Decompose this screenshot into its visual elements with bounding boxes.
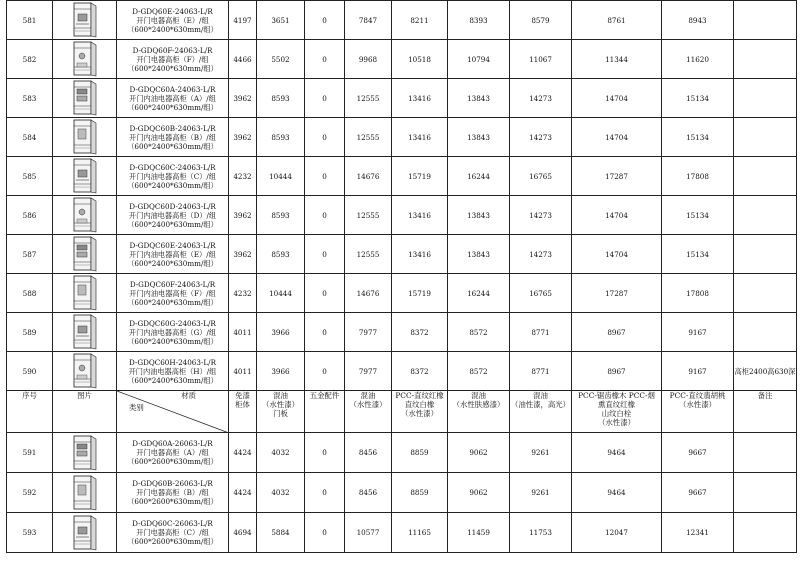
price-cell: 11459 — [448, 513, 510, 553]
price-cell: 17287 — [572, 274, 662, 313]
header-material: 材质 — [181, 391, 196, 400]
price-cell: 11753 — [510, 513, 572, 553]
price-cell: 4424 — [229, 433, 257, 473]
row-number: 585 — [7, 157, 53, 196]
price-cell: 8593 — [257, 235, 305, 274]
cabinet-image — [53, 313, 117, 352]
product-size: （600*2400*630mm/组） — [127, 297, 218, 307]
cabinet-image — [53, 40, 117, 79]
product-code: D-GDQ60B-26063-L/R — [132, 479, 213, 488]
header-col: 混油 （水性漆） — [345, 391, 392, 433]
price-cell: 9464 — [572, 473, 662, 513]
product-name — [117, 235, 229, 274]
price-cell: 0 — [305, 235, 345, 274]
row-number: 583 — [7, 79, 53, 118]
row-number: 590 — [7, 352, 53, 391]
product-desc: 开门内油电器高柜（A）/组 — [129, 93, 216, 103]
price-cell: 8372 — [392, 313, 448, 352]
price-cell: 5884 — [257, 513, 305, 553]
remark-cell — [734, 274, 797, 313]
product-size: （600*2600*630mm/组） — [127, 457, 218, 466]
product-size: （600*2600*630mm/组） — [127, 497, 218, 506]
product-desc: 开门内油电器高柜（C）/组 — [129, 171, 216, 181]
table-row — [7, 352, 797, 391]
header-col: 混油 （油性漆，高光） — [510, 391, 572, 433]
product-code: D-GDQC60C-24063-L/R — [129, 162, 216, 172]
product-desc: 开门电器高柜（C）/组 — [136, 528, 209, 537]
cabinet-image — [53, 118, 117, 157]
header-col: 备注 — [734, 391, 797, 433]
price-cell: 8967 — [572, 313, 662, 352]
price-cell: 16244 — [448, 157, 510, 196]
table-row — [7, 235, 797, 274]
price-cell: 15719 — [392, 274, 448, 313]
remark-cell: 高柜2400高630深 — [734, 352, 797, 391]
price-cell: 10577 — [345, 513, 392, 553]
cabinet-image — [53, 352, 117, 391]
price-cell: 14704 — [572, 235, 662, 274]
price-cell: 8593 — [257, 118, 305, 157]
price-cell: 8771 — [510, 313, 572, 352]
table-row — [7, 513, 797, 553]
table-row — [7, 157, 797, 196]
price-cell: 0 — [305, 1, 345, 40]
price-cell: 0 — [305, 473, 345, 513]
remark-cell — [734, 157, 797, 196]
price-cell: 15134 — [662, 235, 734, 274]
row-number: 593 — [7, 513, 53, 553]
price-cell: 14273 — [510, 118, 572, 157]
price-cell: 0 — [305, 157, 345, 196]
price-table — [6, 0, 797, 553]
remark-cell — [734, 313, 797, 352]
product-desc: 开门内油电器高柜（H）/组 — [128, 366, 217, 376]
product-size: （600*2400*630mm/组） — [127, 180, 218, 190]
row-number: 588 — [7, 274, 53, 313]
price-cell: 0 — [305, 40, 345, 79]
remark-cell — [734, 40, 797, 79]
header-material-category — [117, 391, 229, 433]
price-cell: 8572 — [448, 352, 510, 391]
product-name — [117, 352, 229, 391]
price-cell: 4424 — [229, 473, 257, 513]
header-col: PCC-锯齿橡木 PCC-烟 熏直纹红橡 山纹白栓 （水性漆） — [572, 391, 662, 433]
product-code: D-GDQ60C-26063-L/R — [132, 519, 213, 528]
product-name — [117, 40, 229, 79]
row-number: 584 — [7, 118, 53, 157]
price-cell: 4232 — [229, 157, 257, 196]
price-cell: 11067 — [510, 40, 572, 79]
price-cell: 9167 — [662, 313, 734, 352]
price-cell: 14704 — [572, 118, 662, 157]
header-col: 混油 （水性漆） 门板 — [257, 391, 305, 433]
price-cell: 7977 — [345, 352, 392, 391]
price-cell: 15134 — [662, 196, 734, 235]
cabinet-image — [53, 157, 117, 196]
price-cell: 8859 — [392, 473, 448, 513]
price-cell: 3962 — [229, 79, 257, 118]
price-cell: 8579 — [510, 1, 572, 40]
price-cell: 8859 — [392, 433, 448, 473]
price-cell: 12555 — [345, 79, 392, 118]
remark-cell — [734, 79, 797, 118]
price-cell: 14273 — [510, 79, 572, 118]
price-cell: 17287 — [572, 157, 662, 196]
product-code: D-GDQC60B-24063-L/R — [129, 123, 216, 133]
product-code: D-GDQ60A-26063-L/R — [132, 439, 213, 448]
cabinet-image — [53, 513, 117, 553]
price-cell: 14676 — [345, 157, 392, 196]
product-size: （600*2400*630mm/组） — [127, 102, 218, 112]
price-cell: 13843 — [448, 196, 510, 235]
header-col: 五金配件 — [305, 391, 345, 433]
cabinet-image — [53, 79, 117, 118]
price-cell: 14273 — [510, 196, 572, 235]
price-cell: 9968 — [345, 40, 392, 79]
price-cell: 13416 — [392, 235, 448, 274]
price-cell: 8456 — [345, 433, 392, 473]
price-cell: 13843 — [448, 118, 510, 157]
cabinet-image — [53, 473, 117, 513]
price-cell: 14704 — [572, 196, 662, 235]
price-cell: 12555 — [345, 118, 392, 157]
price-cell: 14704 — [572, 79, 662, 118]
product-name — [117, 513, 229, 553]
product-name — [117, 196, 229, 235]
product-desc: 开门电器高柜（E）/组 — [136, 15, 209, 25]
product-code: D-GDQC60E-24063-L/R — [129, 240, 216, 250]
price-cell: 13843 — [448, 235, 510, 274]
price-cell: 15134 — [662, 118, 734, 157]
price-cell: 9062 — [448, 433, 510, 473]
price-cell: 3962 — [229, 196, 257, 235]
price-cell: 8943 — [662, 1, 734, 40]
price-cell: 10444 — [257, 157, 305, 196]
product-desc: 开门电器高柜（F）/组 — [136, 54, 209, 64]
product-code: D-GDQ60E-24063-L/R — [132, 6, 213, 16]
remark-cell — [734, 473, 797, 513]
table-row — [7, 118, 797, 157]
price-cell: 7847 — [345, 1, 392, 40]
product-desc: 开门电器高柜（B）/组 — [136, 488, 209, 497]
price-cell: 17808 — [662, 157, 734, 196]
price-cell: 9667 — [662, 473, 734, 513]
remark-cell — [734, 118, 797, 157]
product-size: （600*2400*630mm/组） — [127, 141, 218, 151]
price-cell: 9464 — [572, 433, 662, 473]
price-cell: 4694 — [229, 513, 257, 553]
cabinet-image — [53, 196, 117, 235]
row-number: 587 — [7, 235, 53, 274]
table-row — [7, 473, 797, 513]
price-cell: 12555 — [345, 235, 392, 274]
price-cell: 8771 — [510, 352, 572, 391]
product-name — [117, 118, 229, 157]
product-code: D-GDQC60G-24063-L/R — [129, 318, 216, 328]
product-code: D-GDQ60F-24063-L/R — [132, 45, 213, 55]
price-cell: 16244 — [448, 274, 510, 313]
product-desc: 开门内油电器高柜（B）/组 — [129, 132, 216, 142]
product-code: D-GDQC60F-24063-L/R — [129, 279, 216, 289]
product-size: （600*2400*630mm/组） — [127, 336, 218, 346]
product-size: （600*2400*630mm/组） — [127, 63, 218, 73]
product-name — [117, 473, 229, 513]
price-cell: 0 — [305, 274, 345, 313]
price-cell: 16765 — [510, 274, 572, 313]
price-cell: 0 — [305, 313, 345, 352]
price-cell: 4197 — [229, 1, 257, 40]
price-cell: 4032 — [257, 433, 305, 473]
price-cell: 4011 — [229, 313, 257, 352]
row-number: 581 — [7, 1, 53, 40]
remark-cell — [734, 196, 797, 235]
cabinet-image — [53, 433, 117, 473]
header-category: 类别 — [129, 403, 144, 412]
table-row — [7, 274, 797, 313]
price-cell: 13416 — [392, 196, 448, 235]
price-cell: 11620 — [662, 40, 734, 79]
price-cell: 0 — [305, 433, 345, 473]
row-number: 592 — [7, 473, 53, 513]
header-no: 序号 — [7, 391, 53, 433]
price-cell: 8967 — [572, 352, 662, 391]
price-cell: 0 — [305, 352, 345, 391]
price-cell: 11165 — [392, 513, 448, 553]
product-desc: 开门电器高柜（A）/组 — [136, 448, 209, 457]
price-cell: 3962 — [229, 118, 257, 157]
product-code: D-GDQC60D-24063-L/R — [129, 201, 216, 211]
header-image: 图片 — [53, 391, 117, 433]
remark-cell — [734, 513, 797, 553]
price-cell: 0 — [305, 118, 345, 157]
product-desc: 开门内油电器高柜（D）/组 — [128, 210, 217, 220]
price-cell: 4011 — [229, 352, 257, 391]
price-cell: 16765 — [510, 157, 572, 196]
row-number: 589 — [7, 313, 53, 352]
remark-cell — [734, 235, 797, 274]
price-cell: 9167 — [662, 352, 734, 391]
product-name — [117, 157, 229, 196]
table-row — [7, 196, 797, 235]
price-cell: 12555 — [345, 196, 392, 235]
cabinet-image — [53, 235, 117, 274]
product-code: D-GDQC60A-24063-L/R — [129, 84, 216, 94]
price-cell: 10518 — [392, 40, 448, 79]
table-row — [7, 40, 797, 79]
price-cell: 13416 — [392, 118, 448, 157]
price-cell: 9261 — [510, 433, 572, 473]
product-name — [117, 433, 229, 473]
row-number: 586 — [7, 196, 53, 235]
price-cell: 8572 — [448, 313, 510, 352]
header-col: 混油 （水性肤感漆） — [448, 391, 510, 433]
product-name — [117, 79, 229, 118]
price-cell: 14273 — [510, 235, 572, 274]
price-cell: 15719 — [392, 157, 448, 196]
row-number: 582 — [7, 40, 53, 79]
price-cell: 0 — [305, 196, 345, 235]
price-cell: 10794 — [448, 40, 510, 79]
price-cell: 8593 — [257, 196, 305, 235]
table-row — [7, 1, 797, 40]
price-cell: 8456 — [345, 473, 392, 513]
price-cell: 12341 — [662, 513, 734, 553]
price-cell: 7977 — [345, 313, 392, 352]
product-name — [117, 313, 229, 352]
table-row — [7, 313, 797, 352]
price-cell: 8593 — [257, 79, 305, 118]
price-cell: 5502 — [257, 40, 305, 79]
price-cell: 3962 — [229, 235, 257, 274]
price-cell: 9667 — [662, 433, 734, 473]
cabinet-image — [53, 1, 117, 40]
price-cell: 0 — [305, 513, 345, 553]
product-size: （600*2400*630mm/组） — [127, 258, 218, 268]
price-cell: 11344 — [572, 40, 662, 79]
price-cell: 4032 — [257, 473, 305, 513]
row-number: 591 — [7, 433, 53, 473]
price-cell: 15134 — [662, 79, 734, 118]
product-name — [117, 1, 229, 40]
header-col: PCC-直纹翡胡桃 （水性漆） — [662, 391, 734, 433]
price-cell: 14676 — [345, 274, 392, 313]
price-cell: 9062 — [448, 473, 510, 513]
product-desc: 开门内油电器高柜（F）/组 — [129, 288, 216, 298]
product-size: （600*2600*630mm/组） — [127, 537, 218, 546]
price-cell: 8393 — [448, 1, 510, 40]
product-name — [117, 274, 229, 313]
price-cell: 17808 — [662, 274, 734, 313]
remark-cell — [734, 433, 797, 473]
product-size: （600*2400*630mm/组） — [127, 219, 218, 229]
remark-cell — [734, 1, 797, 40]
header-col: 免漆 柜体 — [229, 391, 257, 433]
table-row — [7, 433, 797, 473]
price-cell: 4232 — [229, 274, 257, 313]
price-cell: 8761 — [572, 1, 662, 40]
price-cell: 9261 — [510, 473, 572, 513]
price-cell: 8211 — [392, 1, 448, 40]
price-cell: 0 — [305, 79, 345, 118]
price-cell: 13843 — [448, 79, 510, 118]
product-code: D-GDQC60H-24063-L/R — [129, 357, 216, 367]
table-row — [7, 79, 797, 118]
price-cell: 3966 — [257, 352, 305, 391]
product-desc: 开门内油电器高柜（G）/组 — [128, 327, 217, 337]
price-cell: 8372 — [392, 352, 448, 391]
product-size: （600*2400*630mm/组） — [127, 375, 218, 385]
price-cell: 3651 — [257, 1, 305, 40]
price-cell: 12047 — [572, 513, 662, 553]
header-col: PCC-直纹红橡 直纹白橡 （水性漆） — [392, 391, 448, 433]
price-cell: 13416 — [392, 79, 448, 118]
header-row — [7, 391, 797, 433]
price-cell: 10444 — [257, 274, 305, 313]
price-cell: 3966 — [257, 313, 305, 352]
product-size: （600*2400*630mm/组） — [127, 24, 218, 34]
price-cell: 4466 — [229, 40, 257, 79]
product-desc: 开门内油电器高柜（E）/组 — [129, 249, 216, 259]
cabinet-image — [53, 274, 117, 313]
